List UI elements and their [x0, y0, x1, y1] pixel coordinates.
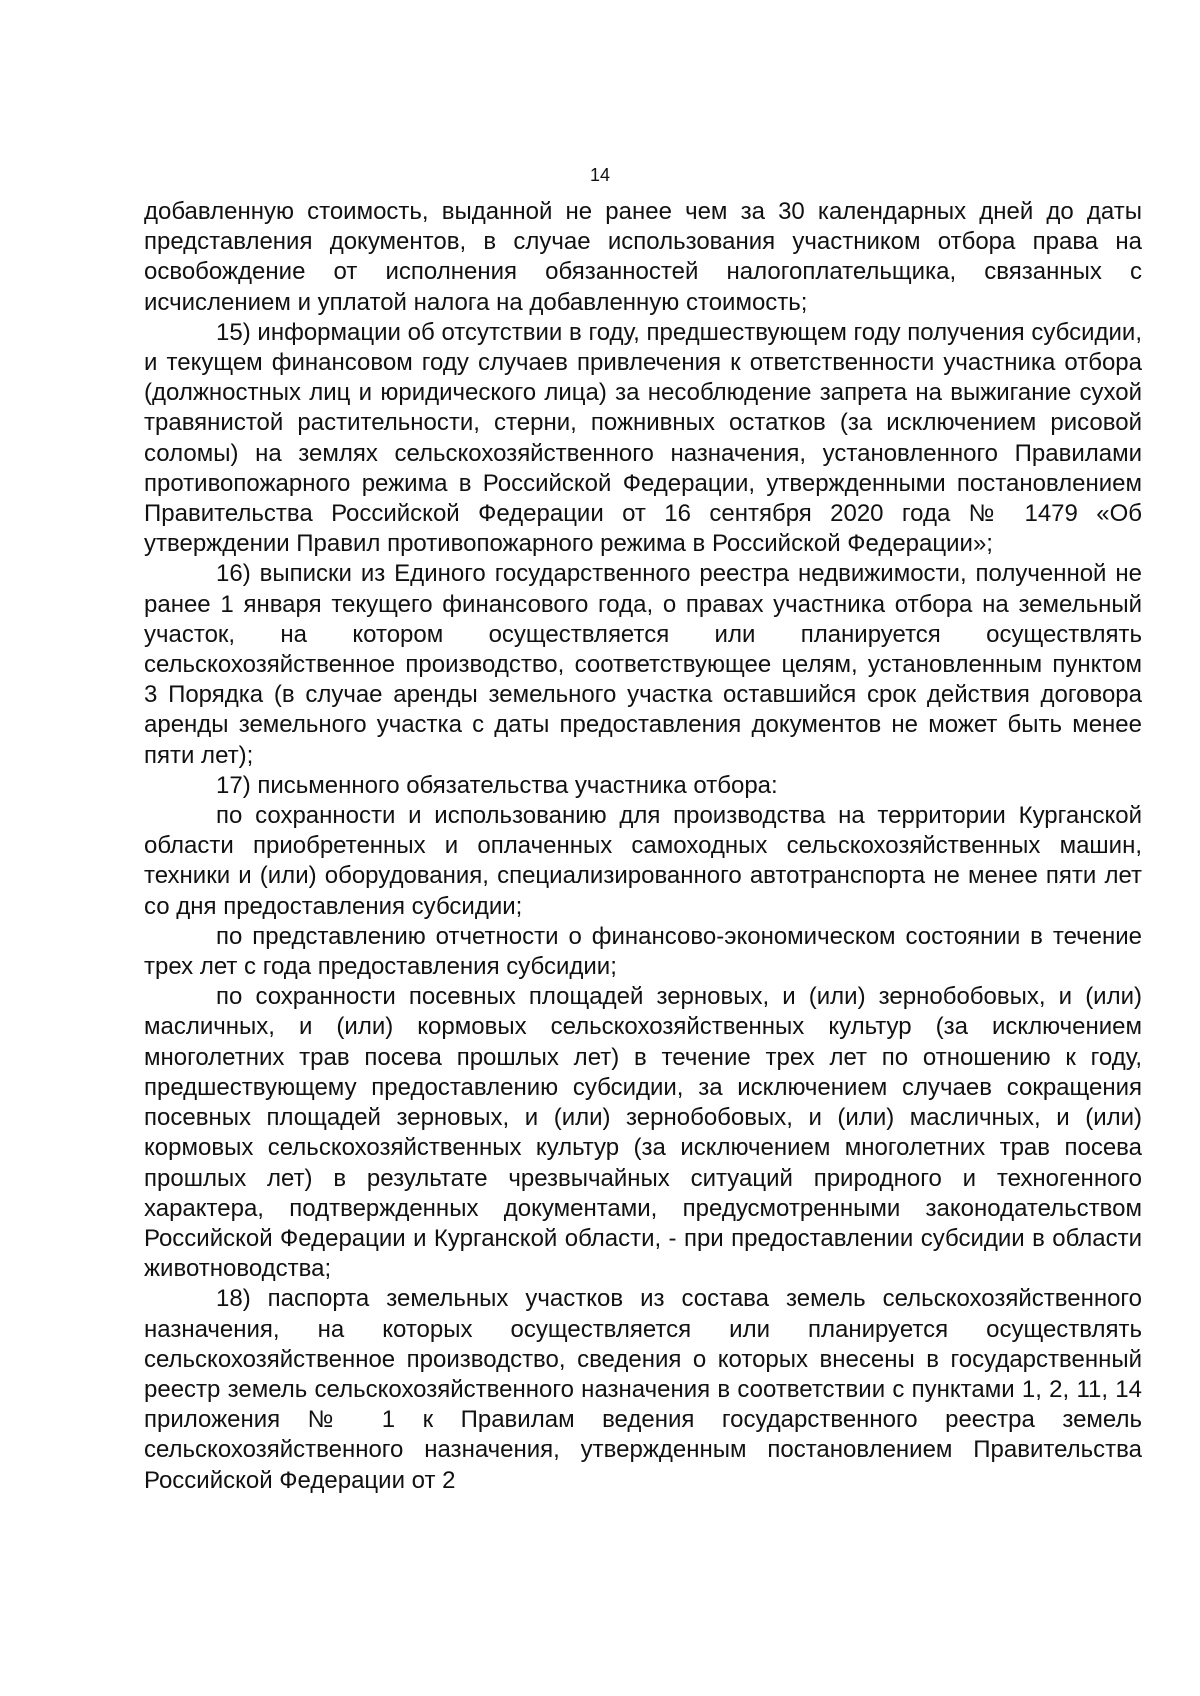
document-body — [144, 197, 1142, 1496]
paragraph-item-17: 17) письменного обязательства участника отбора: — [216, 771, 778, 799]
paragraph-item-16: 16) выписки из Единого государственного реестра недвижимости, полученной не ранее 1 января текущего финансового года, о правах участника отбора на земельный участок, на котором осуществляется или планируется осуществлять сельскохозяйственное производство, соответствующее целям, установленным пунктом 3 Порядка (в случае аренды земельного участка оставшийся срок действия договора аренды земельного участка с даты предоставления документов не может быть менее пяти лет); — [144, 560, 1142, 769]
paragraph-obligation-crops: по сохранности посевных площадей зерновых, и (или) зернобобовых, и (или) масличных, и (или) кормовых сельскохозяйственных культур (за исключением многолетних трав посева прошлых лет) в течение трех лет по отношению к году, предшествующему предоставлению субсидии, за исключением случаев сокращения посевных площадей зерновых, и (или) зернобобовых, и (или) масличных, и (или) кормовых сельскохозяйственных культур (за исключением многолетних трав посева прошлых лет) в результате чрезвычайных ситуаций природного и техногенного характера, подтвержденных документами, предусмотренными законодательством Российской Федерации и Курганской области, - при предоставлении субсидии в области животноводства; — [144, 983, 1142, 1283]
paragraph-item-15: 15) информации об отсутствии в году, предшествующем году получения субсидии, и текущем финансовом году случаев привлечения к ответственности участника отбора (должностных лиц и юридического лица) за несоблюдение запрета на выжигание сухой травянистой растительности, стерни, пожнивных остатков (за исключением рисовой соломы) на землях сельскохозяйственного назначения, установленного Правилами противопожарного режима в Российской Федерации, утвержденными постановлением Правительства Российской Федерации от 16 сентября 2020 года № 1479 «Об утверждении Правил противопожарного режима в Российской Федерации»; — [144, 318, 1142, 558]
paragraph-obligation-equipment: по сохранности и использованию для производства на территории Курганской области приобретенных и оплаченных самоходных сельскохозяйственных машин, техники и (или) оборудования, специализированного автотранспорта не менее пяти лет со дня предоставления субсидии; — [144, 802, 1142, 920]
paragraph-obligation-reporting: по представлению отчетности о финансово-экономическом состоянии в течение трех лет с года предоставления субсидии; — [144, 922, 1142, 981]
page-number: 14 — [589, 165, 611, 185]
paragraph-item-18: 18) паспорта земельных участков из состава земель сельскохозяйственного назначения, на которых осуществляется или планируется осуществлять сельскохозяйственное производство, сведения о которых внесены в государственный реестр земель сельскохозяйственного назначения в соответствии с пунктами 1, 2, 11, 14 приложения № 1 к Правилам ведения государственного реестра земель сельскохозяйственного назначения, утвержденным постановлением Правительства Российской Федерации от 2 — [144, 1285, 1142, 1494]
paragraph-continuation: добавленную стоимость, выданной не ранее чем за 30 календарных дней до даты представления документов, в случае использования участником отбора права на освобождение от исполнения обязанностей налогоплательщика, связанных с исчислением и уплатой налога на добавленную стоимость; — [144, 198, 1142, 316]
